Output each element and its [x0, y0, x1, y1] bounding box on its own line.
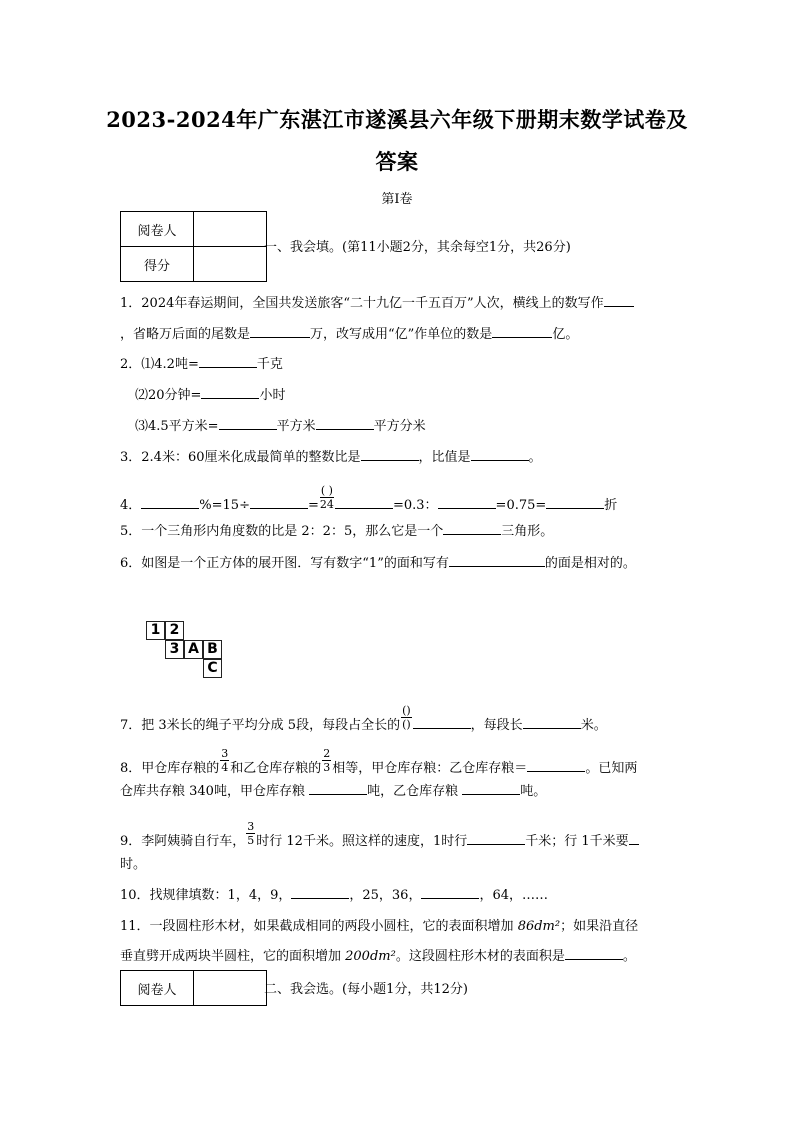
q4-text-f: 折: [604, 498, 618, 513]
q8-blank-2[interactable]: [309, 781, 367, 795]
q7-text-a: 7．把 3米长的绳子平均分成 5段，每段占全长的: [120, 718, 401, 733]
q10-text-a: 10．找规律填数：1，4，9，: [120, 888, 292, 903]
section-1-heading: 一、我会填。(第11小题2分，其余每空1分，共26分): [264, 240, 571, 255]
q7-blank-2[interactable]: [523, 715, 581, 729]
net-face-2: 2: [165, 621, 184, 640]
question-11-line-2: [120, 945, 636, 964]
q1-text-b: ，省略万后面的尾数是: [120, 327, 251, 342]
score-box-1: [120, 211, 267, 282]
q2-blank-4[interactable]: [316, 416, 374, 430]
question-11-line-1: [120, 915, 638, 934]
q8-text-b: 和乙仓库存粮的: [230, 761, 322, 776]
q2-p2-text-b: 小时: [259, 388, 286, 403]
q2-blank-3[interactable]: [219, 416, 277, 430]
q4-blank-5[interactable]: [546, 495, 604, 509]
q8-fraction-1-numerator: 3: [221, 747, 229, 760]
q5-text-b: 三角形。: [501, 524, 554, 539]
question-9-line-1: [120, 820, 639, 855]
cube-net-figure: [146, 621, 226, 677]
score-cell[interactable]: [194, 247, 267, 282]
q4-text-a: 4．: [120, 498, 142, 513]
q4-blank-1[interactable]: [141, 495, 199, 509]
net-face-1: 1: [146, 621, 165, 640]
q1-blank-3[interactable]: [492, 324, 552, 338]
q11-value-1: 86: [517, 919, 535, 934]
q8-text-d: 。已知两: [585, 761, 638, 776]
q4-text-c: =: [307, 498, 319, 513]
question-2-part-2: [135, 384, 285, 403]
q9-text-d: 时。: [120, 857, 147, 872]
q8-fraction-2-numerator: 2: [323, 747, 331, 760]
q3-text-b: ，比值是: [418, 450, 471, 465]
question-2-part-1: [120, 353, 283, 372]
q9-text-a: 9．李阿姨骑自行车，: [120, 834, 246, 849]
q9-fraction-numerator: 3: [247, 820, 255, 833]
question-7: [120, 704, 607, 739]
q11-text-e: 。: [622, 949, 636, 964]
q3-blank-1[interactable]: [361, 447, 419, 461]
q8-text-a: 8．甲仓库存粮的: [120, 761, 220, 776]
q3-blank-2[interactable]: [471, 447, 529, 461]
q4-blank-3[interactable]: [335, 495, 393, 509]
q2-p2-text-a: ⑵20分钟=: [135, 388, 202, 403]
q11-value-2: 200: [345, 949, 370, 964]
question-8-line-2: [120, 780, 546, 799]
q7-text-b: ，每段长: [470, 718, 523, 733]
q1-text-a: 1．2024年春运期间，全国共发送旅客“二十九亿一千五百万”人次，横线上的数写作: [120, 296, 604, 311]
q9-fraction-denominator: 5: [247, 834, 255, 847]
q2-p3-text-a: ⑶4.5平方米=: [135, 419, 219, 434]
volume-label: 第Ⅰ卷: [381, 192, 413, 207]
q8-text-e: 仓库共存粮 340吨，甲仓库存粮: [120, 784, 310, 799]
q4-text-e: =0.75=: [495, 498, 547, 513]
page-title-continued: 答案: [375, 149, 419, 174]
q6-blank-1[interactable]: [449, 553, 545, 567]
net-face-b: B: [203, 640, 222, 659]
question-1-line-1: [120, 292, 634, 311]
q4-fraction-numerator[interactable]: ( ): [320, 484, 333, 497]
q1-blank-1[interactable]: [604, 293, 634, 307]
question-5: [120, 520, 553, 539]
question-9-line-2: [120, 853, 146, 872]
net-face-3: 3: [165, 640, 184, 659]
question-2-part-3: [135, 415, 426, 434]
q4-text-b: %=15÷: [199, 498, 250, 513]
q11-text-c: 垂直劈开成两块半圆柱，它的面积增加: [120, 949, 346, 964]
q11-text-d: 。这段圆柱形木材的表面积是: [395, 949, 565, 964]
q10-blank-2[interactable]: [421, 885, 479, 899]
q1-text-d: 亿。: [552, 327, 579, 342]
question-4: [120, 484, 618, 519]
q4-fraction: [320, 484, 334, 511]
q7-fraction-numerator[interactable]: (): [402, 704, 411, 717]
score-box-2: [120, 970, 267, 1006]
reviewer-cell-2[interactable]: [194, 971, 267, 1006]
q6-text-b: 的面是相对的。: [544, 556, 636, 571]
q5-text-a: 5．一个三角形内角度数的比是 2：2：5，那么它是一个: [120, 524, 444, 539]
q10-text-b: ，25，36，: [349, 888, 422, 903]
q8-fraction-1: [220, 747, 229, 774]
q7-fraction-denominator[interactable]: (): [402, 718, 411, 731]
q8-blank-1[interactable]: [527, 758, 585, 772]
q2-blank-1[interactable]: [199, 354, 257, 368]
q2-p1-text-a: 2．⑴4.2吨=: [120, 357, 199, 372]
q11-text-b: ；如果沿直径: [560, 919, 639, 934]
q7-text-c: 米。: [580, 718, 607, 733]
net-face-a: A: [184, 640, 203, 659]
q11-unit-2: dm²: [369, 949, 396, 964]
q8-text-g: 吨。: [520, 784, 547, 799]
section-2-heading: 二、我会选。(每小题1分，共12分): [264, 982, 468, 997]
q8-blank-3[interactable]: [462, 781, 520, 795]
q5-blank-1[interactable]: [443, 521, 501, 535]
score-label: 得分: [121, 247, 194, 282]
q4-text-d: =0.3：: [392, 498, 438, 513]
q2-blank-2[interactable]: [201, 385, 259, 399]
reviewer-label-2: 阅卷人: [121, 971, 194, 1006]
q8-text-f: 吨，乙仓库存粮: [367, 784, 463, 799]
q10-blank-1[interactable]: [291, 885, 349, 899]
q4-fraction-denominator: 24: [319, 498, 334, 511]
question-6: [120, 552, 636, 571]
q11-blank-1[interactable]: [565, 946, 623, 960]
q3-text-a: 3．2.4米：60厘米化成最简单的整数比是: [120, 450, 361, 465]
q8-fraction-1-denominator: 4: [221, 761, 229, 774]
q11-text-a: 11．一段圆柱形木材，如果截成相同的两段小圆柱，它的表面积增加: [120, 919, 518, 934]
q1-text-c: 万，改写成用“亿”作单位的数是: [310, 327, 493, 342]
q9-text-b: 时行 12千米。照这样的速度，1时行: [256, 834, 468, 849]
q8-fraction-2-denominator: 3: [323, 761, 331, 774]
q9-text-c: 千米；行 1千米要: [525, 834, 629, 849]
q2-p3-text-b: 平方米: [276, 419, 316, 434]
question-3: [120, 446, 542, 465]
q9-blank-1[interactable]: [467, 831, 525, 845]
q4-blank-2[interactable]: [250, 495, 308, 509]
q1-blank-2[interactable]: [250, 324, 310, 338]
question-8-line-1: [120, 747, 638, 782]
question-10: [120, 884, 548, 903]
q8-text-c: 相等，甲仓库存粮：乙仓库存粮＝: [332, 761, 528, 776]
q11-unit-1: dm²: [534, 919, 561, 934]
q6-text-a: 6．如图是一个正方体的展开图．写有数字“1”的面和写有: [120, 556, 449, 571]
q8-fraction-2: [322, 747, 331, 774]
q7-blank-1[interactable]: [413, 715, 471, 729]
q9-fraction: [246, 820, 255, 847]
q9-blank-2[interactable]: [629, 831, 639, 845]
reviewer-cell[interactable]: [194, 212, 267, 247]
q10-text-c: ，64，……: [479, 888, 548, 903]
q4-blank-4[interactable]: [438, 495, 496, 509]
q2-p3-text-c: 平方分米: [373, 419, 426, 434]
page-title: 2023-2024年广东湛江市遂溪县六年级下册期末数学试卷及: [106, 107, 688, 132]
q3-text-c: 。: [528, 450, 542, 465]
question-1-line-2: [120, 323, 578, 342]
q7-fraction: [401, 704, 412, 731]
q2-p1-text-b: 千克: [256, 357, 283, 372]
reviewer-label: 阅卷人: [121, 212, 194, 247]
net-face-c: C: [203, 659, 222, 678]
